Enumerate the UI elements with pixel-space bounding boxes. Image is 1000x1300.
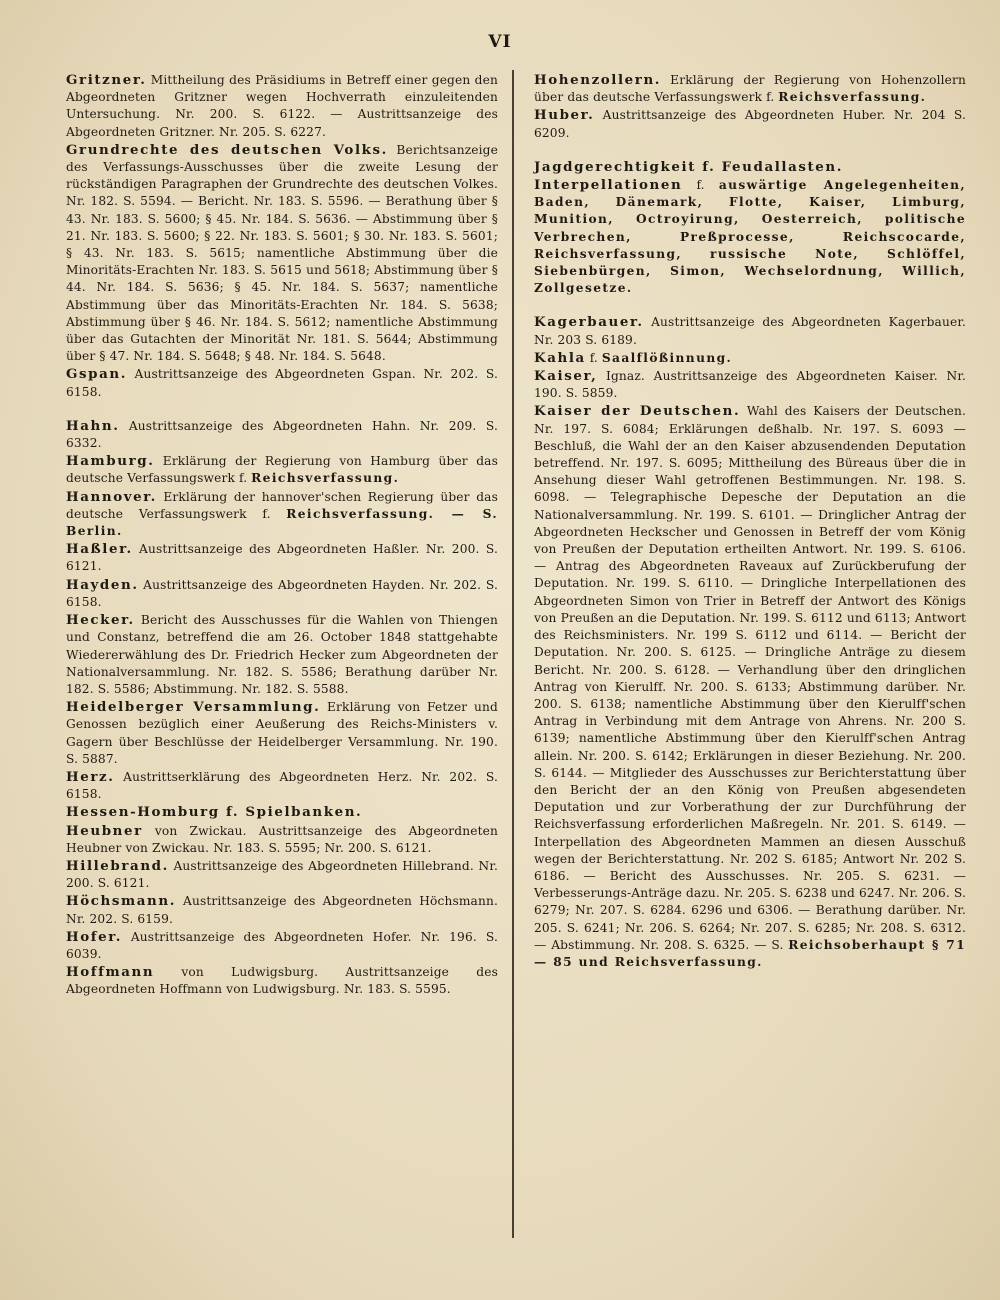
index-entry-kaiser-der-deutschen <box>534 403 966 971</box>
entry-heading: Hohenzollern. <box>534 72 662 88</box>
index-entry-hoffmann <box>66 964 498 998</box>
right-column <box>534 72 966 972</box>
entry-heading: Hofer. <box>66 928 122 945</box>
page-number: VI <box>488 32 512 52</box>
cross-reference: Reichsverfassung. <box>251 471 400 486</box>
index-entry-kahla <box>534 350 966 367</box>
entry-text: f. <box>589 350 598 365</box>
entry-text: Erklärung der Regierung von Hamburg über das deutsche Verfassungswerk f. <box>66 454 498 486</box>
entry-text: von Zwickau. Austrittsanzeige des Abgeordneten Heubner von Zwickau. Nr. 183. S. 5595; Nr. 200. S. 6121. <box>66 823 499 855</box>
entry-heading: Kahla <box>534 349 586 366</box>
entry-heading: Hayden. <box>66 576 139 593</box>
entry-heading: Heidelberger Versammlung. <box>66 699 321 716</box>
entry-heading: Gritzner. <box>66 72 147 88</box>
entry-heading: Kaiser der Deutschen. <box>534 403 741 420</box>
index-entry-hannover <box>66 489 498 541</box>
index-entry-grundrechte <box>66 142 498 366</box>
index-entry-hamburg <box>66 453 498 487</box>
entry-text: Austrittsanzeige des Abgeordneten Haßler. Nr. 200. S. 6121. <box>66 542 499 574</box>
cross-reference: Reichsoberhaupt § 71 — 85 und Reichsverfassung. <box>534 937 966 969</box>
cross-reference: Reichsverfassung. <box>778 90 927 105</box>
entry-heading: Hamburg. <box>66 453 155 470</box>
entry-text: Erklärung der hannover'schen Regierung über das deutsche Verfassungswerk f. <box>66 489 498 521</box>
entry-text: Berichtsanzeige des Verfassungs-Ausschusses über die zweite Lesung der rückständigen Paragraphen der Grundrechte des deutschen Volkes. Nr. 182. S. 5594. — Bericht. Nr. 183. S. 5596. — Berathung über § 43. Nr. 183. S. 5600; § 45. Nr. 184. S. 5636. — Abstimmung über § 21. Nr. 183. S. 5600; § 22. Nr. 183. S. 5601; § 30. Nr. 183. S. 5601; § 43. Nr. 183. S. 5615; namentliche Abstimmung über die Minoritäts-Erachten Nr. 183. S. 5615 und 5618; Abstimmung über § 44. Nr. 184. S. 5636; § 45. Nr. 184. S. 5637; namentliche Abstimmung über das Minoritäts-Erachten Nr. 184. S. 5638; Abstimmung über § 46. Nr. 184. S. 5612; namentliche Abstimmung über das Gutachten der Minorität Nr. 181. S. 5644; Abstimmung über § 47. Nr. 184. S. 5648; § 48. Nr. 184. S. 5648. <box>66 142 498 364</box>
entry-heading: Hessen-Homburg f. Spielbanken. <box>66 804 363 821</box>
index-entry-hecker <box>66 612 498 698</box>
entry-heading: Kagerbauer. <box>534 314 644 331</box>
index-entry-heubner <box>66 823 498 857</box>
left-column <box>66 72 498 1000</box>
entry-heading: Hecker. <box>66 612 135 629</box>
index-entry-herz <box>66 769 498 803</box>
index-entry-jagdgerechtigkeit <box>534 159 966 176</box>
entry-heading: Gspan. <box>66 366 128 383</box>
entry-text: Austrittsanzeige des Abgeordneten Kagerbauer. Nr. 203 S. 6189. <box>534 315 966 347</box>
entry-heading: Interpellationen <box>534 177 683 194</box>
cross-reference: auswärtige Angelegenheiten, Baden, Dänemark, Flotte, Kaiser, Limburg, Munition, Octroyirung, Oesterreich, politische Verbrechen, Preßprocesse, Reichscocarde, Reichsverfassung, russische Note, Schlöffel, Siebenbürgen, Simon, Wechselordnung, Willich, Zollgesetze. <box>534 178 966 296</box>
entry-text: Wahl des Kaisers der Deutschen. Nr. 197. S. 6084; Erklärungen deßhalb. Nr. 197. S. 6093 — Beschluß, die Wahl der an den Kaiser abzusendenden Deputation betreffend. Nr. 197. S. 6095; Mittheilung des Büreaus über die in Ansehung dieser Wahl getroffenen Bestimmungen. Nr. 198. S. 6098. — Telegraphische Depesche der Deputation an die Nationalversammlung. Nr. 199. S. 6101. — Dringlicher Antrag der Abgeordneten Heckscher und Genossen in Betreff der vom König von Preußen der Deputation ertheilten Antwort. Nr. 199. S. 6106. — Antrag des Abgeordneten Raveaux auf Zurückberufung der Deputation. Nr. 199. S. 6110. — Dringliche Interpellationen des Abgeordneten Simon von Trier in Betreff der Antwort des Königs von Preußen an die Deputation. Nr. 199. S. 6112 und 6113; Antwort des Reichsministers. Nr. 199 S. 6112 und 6114. — Bericht der Deputation. Nr. 200. S. 6125. — Dringliche Anträge zu diesem Bericht. Nr. 200. S. 6128. — Verhandlung über den dringlichen Antrag von Kierulff. Nr. 200. S. 6133; Abstimmung darüber. Nr. 200. S. 6138; namentliche Abstimmung über den Kierulff'schen Antrag in Verbindung mit dem Antrage von Ahrens. Nr. 200 S. 6139; namentliche Abstimmung über den Kierulff'schen Antrag allein. Nr. 200. S. 6142; Erklärungen in dieser Beziehung. Nr. 200. S. 6144. — Mitglieder des Ausschusses zur Berichterstattung über den Bericht der an den König von Preußen abgesendeten Deputation und zur Vorberathung der zur Durchführung der Reichsverfassung erforderlichen Maßregeln. Nr. 201. S. 6149. — Interpellation des Abgeordneten Mammen an diesen Ausschuß wegen der Berichterstattung. Nr. 202 S. 6185; Antwort Nr. 202 S. 6186. — Bericht des Ausschusses. Nr. 205. S. 6231. — Verbesserungs-Anträge dazu. Nr. 205. S. 6238 und 6247. Nr. 206. S. 6279; Nr. 207. S. 6284. 6296 und 6306. — Berathung darüber. Nr. 205. S. 6241; Nr. 206. S. 6264; Nr. 207. S. 6285; Nr. 208. S. 6312. — Abstimmung. Nr. 208. S. 6325. — S. <box>534 404 967 952</box>
index-entry-hassler <box>66 541 498 575</box>
entry-text: f. <box>696 178 705 193</box>
entry-heading: Hoffmann <box>66 964 155 981</box>
cross-reference: Reichsverfassung. — S. Berlin. <box>66 506 498 539</box>
entry-heading: Huber. <box>534 107 595 124</box>
index-entry-huber <box>534 107 966 141</box>
index-entry-gritzner <box>66 72 498 141</box>
entry-heading: Jagdgerechtigkeit f. Feudallasten. <box>534 158 844 175</box>
index-entry-hoechsmann <box>66 893 498 927</box>
entry-text: Austrittsanzeige des Abgeordneten Gspan. Nr. 202. S. 6158. <box>66 367 498 399</box>
entry-heading: Grundrechte des deutschen Volks. <box>66 141 388 158</box>
cross-reference: Saalflößinnung. <box>601 350 733 365</box>
index-entry-hahn <box>66 418 498 452</box>
entry-text: Austrittsanzeige des Abgeordneten Hayden. Nr. 202. S. 6158. <box>66 577 498 609</box>
entry-text: Erklärung der Regierung von Hohenzollern über das deutsche Verfassungswerk f. <box>534 73 967 105</box>
entry-text: Ignaz. Austrittsanzeige des Abgeordneten Kaiser. Nr. 190. S. 5859. <box>534 369 966 401</box>
entry-text: Austrittsanzeige des Abgeordneten Huber. Nr. 204 S. 6209. <box>534 108 966 140</box>
entry-heading: Hannover. <box>66 488 157 505</box>
entry-heading: Hahn. <box>66 417 120 434</box>
entry-text: Austrittsanzeige des Abgeordneten Hahn. Nr. 209. S. 6332. <box>66 418 499 451</box>
index-entry-hessen-homburg <box>66 804 498 821</box>
entry-text: Mittheilung des Präsidiums in Betreff einer gegen den Abgeordneten Gritzner wegen Hochverrath einzuleitenden Untersuchung. Nr. 200. S. 6122. — Austrittsanzeige des Abgeordneten Gritzner. Nr. 205. S. 6227. <box>66 73 498 139</box>
entry-heading: Haßler. <box>66 541 133 558</box>
index-entry-kagerbauer <box>534 314 966 348</box>
entry-heading: Heubner <box>66 822 143 839</box>
entry-text: Austrittsanzeige des Abgeordneten Höchsmann. Nr. 202. S. 6159. <box>66 894 498 926</box>
index-entry-gspan <box>66 366 498 400</box>
column-divider <box>512 70 514 1238</box>
entry-text: Bericht des Ausschusses für die Wahlen von Thiengen und Constanz, betreffend die am 26. October 1848 stattgehabte Wiedererwählung des Dr. Friedrich Hecker zum Abgeordneten der Nationalversammlung. Nr. 182. S. 5586; Berathung darüber Nr. 182. S. 5586; Abstimmung. Nr. 182. S. 5588. <box>66 613 498 696</box>
index-entry-interpellationen <box>534 177 966 297</box>
entry-heading: Höchsmann. <box>66 893 176 910</box>
index-entry-hillebrand <box>66 858 498 892</box>
index-entry-kaiser-ignaz <box>534 368 966 402</box>
index-entry-hofer <box>66 929 498 963</box>
entry-text: von Ludwigsburg. Austrittsanzeige des Abgeordneten Hoffmann von Ludwigsburg. Nr. 183. S. 5595. <box>66 965 498 997</box>
entry-text: Austrittsanzeige des Abgeordneten Hofer. Nr. 196. S. 6039. <box>66 929 499 961</box>
entry-text: Austrittserklärung des Abgeordneten Herz. Nr. 202. S. 6158. <box>66 769 499 802</box>
entry-heading: Hillebrand. <box>66 857 169 874</box>
index-entry-hayden <box>66 577 498 611</box>
entry-heading: Herz. <box>66 768 115 785</box>
entry-text: Erklärung von Fetzer und Genossen bezüglich einer Aeußerung des Reichs-Ministers v. Gagern über Beschlüsse der Heidelberger Versammlung. Nr. 190. S. 5887. <box>66 700 498 766</box>
entry-text: Austrittsanzeige des Abgeordneten Hillebrand. Nr. 200. S. 6121. <box>66 858 499 891</box>
index-entry-hohenzollern <box>534 72 966 106</box>
entry-heading: Kaiser, <box>534 368 598 385</box>
index-entry-heidelberger <box>66 699 498 768</box>
